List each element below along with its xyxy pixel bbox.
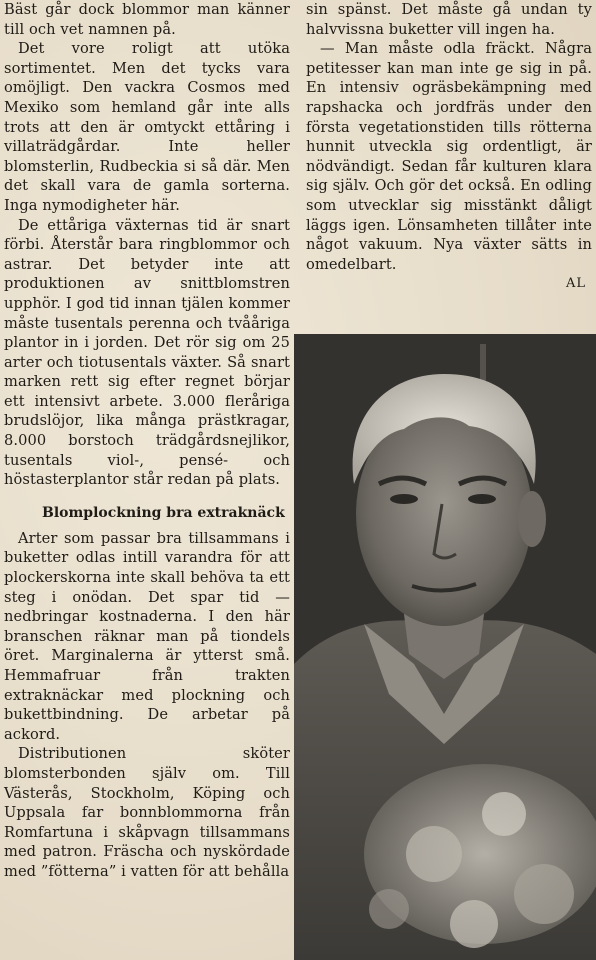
paragraph: sin spänst. Det måste gå undan ty halvvissna buketter vill ingen ha. [306, 1, 592, 38]
paragraph: Distributionen sköter blomsterbonden själv om. Till Västerås, Stockholm, Köping och Uppsala far bonnblommorna från Romfartuna i skåpvagn tillsammans med patron. Fräscha och nyskördade med ”fötterna” i vatten för att behålla [4, 745, 290, 880]
paragraph: Arter som passar bra tillsammans i buketter odlas intill varandra för att plockerskorna inte skall behöva ta ett steg i onödan. Det spar tid — nedbringar kostnaderna. I den här branschen räknar man på tiondels öret. Marginalerna är ytterst små. Hemmafruar från trakten extraknäckar med plockning och bukettbindning. De arbetar på ackord. [4, 529, 290, 743]
paragraph: — Man måste odla fräckt. Några petitesser kan man inte ge sig in på. En intensiv ogräsbekämpning med rapshacka och jordfräs under den första vegetationstiden tills rötterna hunnit utveckla sig ordentligt, är nödvändigt. Sedan får kulturen klara sig själv. Och gör det också. En odling som utvecklar sig misstänkt dåligt läggs igen. Lönsamheten tillåter inte något vakuum. Nya växter sätts in omedelbart. [306, 40, 592, 273]
paragraph: De ettåriga växternas tid är snart förbi. Återstår bara ringblommor och astrar. Det betyder inte att produktionen av snittblomstren upphör. I god tid innan tjälen kommer måste tusentals perenna och tvååriga plantor in i jorden. Det rör sig om 25 arter och tiotusentals växter. Så snart marken rett sig efter regnet börjar ett intensivt arbete. 3.000 fleråriga brudslöjor, lika många prästkragar, 8.000 borstoch trädgårdsnejlikor, tusentals viol-, pensé- och höstasterplantor står redan på plats. [4, 216, 290, 489]
left-column [4, 0, 290, 882]
author-signature: AL [565, 276, 586, 292]
portrait-illustration [294, 334, 596, 960]
paragraph: Bäst går dock blommor man känner till och vet namnen på. [4, 1, 290, 38]
section-heading: Blomplockning bra extraknäck [42, 504, 285, 521]
portrait-photo [294, 334, 596, 960]
paragraph: Det vore roligt att utöka sortimentet. Men det tycks vara omöjligt. Den vackra Cosmos med Mexiko som hemland går inte alls trots att den är omtyckt ettåring i villaträdgårdar. Inte heller blomsterlin, Rudbeckia si så där. Men det skall vara de gamla sorterna. Inga nymodigheter här. [4, 40, 290, 214]
right-column [306, 0, 592, 292]
